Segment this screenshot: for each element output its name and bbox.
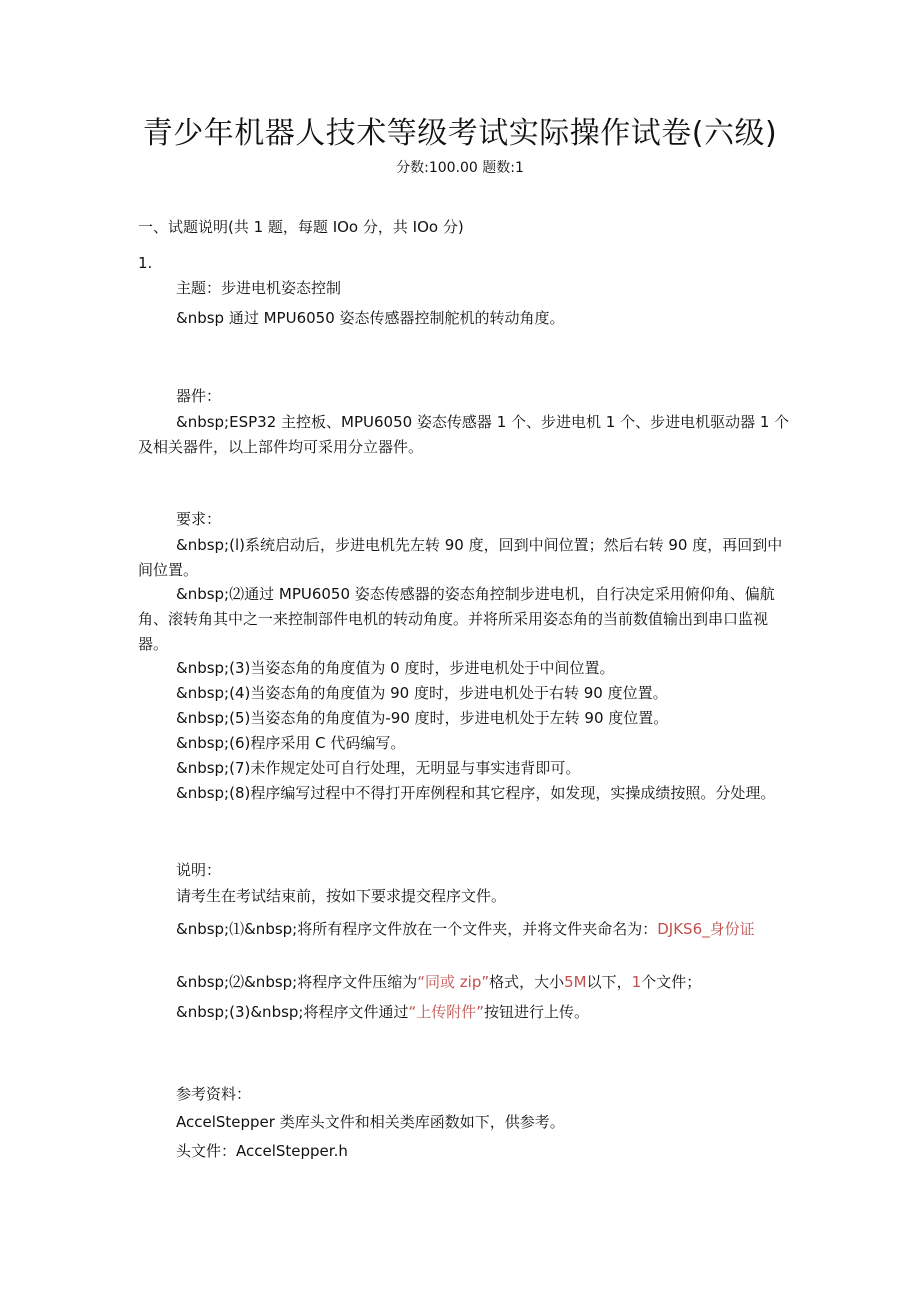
requirement-item-8: &nbsp;(8)程序编写过程中不得打开库例程和其它程序，如发现，实操成绩按照。分处理。 <box>176 784 776 802</box>
note-item-2-text: &nbsp;⑵&nbsp;将程序文件压缩为 <box>176 973 418 991</box>
note-item-3-suffix: 按钮进行上传。 <box>484 1003 590 1021</box>
requirement-item-1: &nbsp;(l)系统启动后，步进电机先左转 90 度，回到中间位置；然后右转 90 度，再回到中间位置。 <box>138 536 783 579</box>
parts-description: &nbsp;ESP32 主控板、MPU6050 姿态传感器 1 个、步进电机 1 个、步进电机驱动器 1 个及相关器件，以上部件均可采用分立器件。 <box>138 413 790 456</box>
requirement-item-3: &nbsp;(3)当姿态角的角度值为 0 度时，步进电机处于中间位置。 <box>176 659 615 677</box>
requirement-item-2: &nbsp;⑵通过 MPU6050 姿态传感器的姿态角控制步进电机，自行决定采用俯仰角、偏航角、滚转角其中之一来控制部件电机的转动角度。并将所采用姿态角的当前数值输出到串口监视器。 <box>138 585 775 653</box>
requirement-item-5: &nbsp;(5)当姿态角的角度值为-90 度时，步进电机处于左转 90 度位置。 <box>176 709 669 727</box>
note-item-3-text: &nbsp;(3)&nbsp;将程序文件通过 <box>176 1003 409 1021</box>
section-heading: 一、试题说明(共 1 题，每题 IOo 分，共 IOo 分) <box>138 218 464 236</box>
folder-name-highlight: DJKS6_身份证 <box>657 920 755 938</box>
note-item-3 <box>176 1000 589 1024</box>
score-line: 分数:100.00 题数:1 <box>396 160 524 176</box>
note-item-2-suffix: 个文件； <box>641 973 702 991</box>
notes-label: 说明： <box>176 861 222 879</box>
topic-description: &nbsp 通过 MPU6050 姿态传感器控制舵机的转动角度。 <box>176 309 565 327</box>
upload-button-highlight: “上传附件” <box>408 1003 485 1021</box>
note-item-2 <box>176 970 701 994</box>
reference-header-file: 头文件：AccelStepper.h <box>176 1142 348 1160</box>
note-item-2-mid2: 以下， <box>586 973 632 991</box>
requirement-item-7: &nbsp;(7)未作规定处可自行处理，无明显与事实违背即可。 <box>176 759 581 777</box>
note-item-1-text: &nbsp;⑴&nbsp;将所有程序文件放在一个文件夹，并将文件夹命名为： <box>176 920 658 938</box>
count-highlight: 1 <box>631 973 642 991</box>
requirement-item-6: &nbsp;(6)程序采用 C 代码编写。 <box>176 734 406 752</box>
note-item-1 <box>176 917 755 941</box>
requirement-item-4: &nbsp;(4)当姿态角的角度值为 90 度时，步进电机处于右转 90 度位置。 <box>176 684 668 702</box>
question-number: 1. <box>138 254 153 272</box>
requirements-label: 要求： <box>176 510 222 528</box>
parts-label: 器件： <box>176 387 222 405</box>
reference-label: 参考资料： <box>176 1085 252 1103</box>
notes-intro: 请考生在考试结束前，按如下要求提交程序文件。 <box>176 887 507 905</box>
topic-label: 主题：步进电机姿态控制 <box>176 279 342 297</box>
format-highlight: “同或 zip” <box>417 973 490 991</box>
note-item-2-mid: 格式，大小 <box>489 973 565 991</box>
size-highlight: 5M <box>564 973 587 991</box>
reference-description: AccelStepper 类库头文件和相关类库函数如下，供参考。 <box>176 1113 565 1131</box>
page-title: 青少年机器人技术等级考试实际操作试卷(六级) <box>142 116 778 151</box>
